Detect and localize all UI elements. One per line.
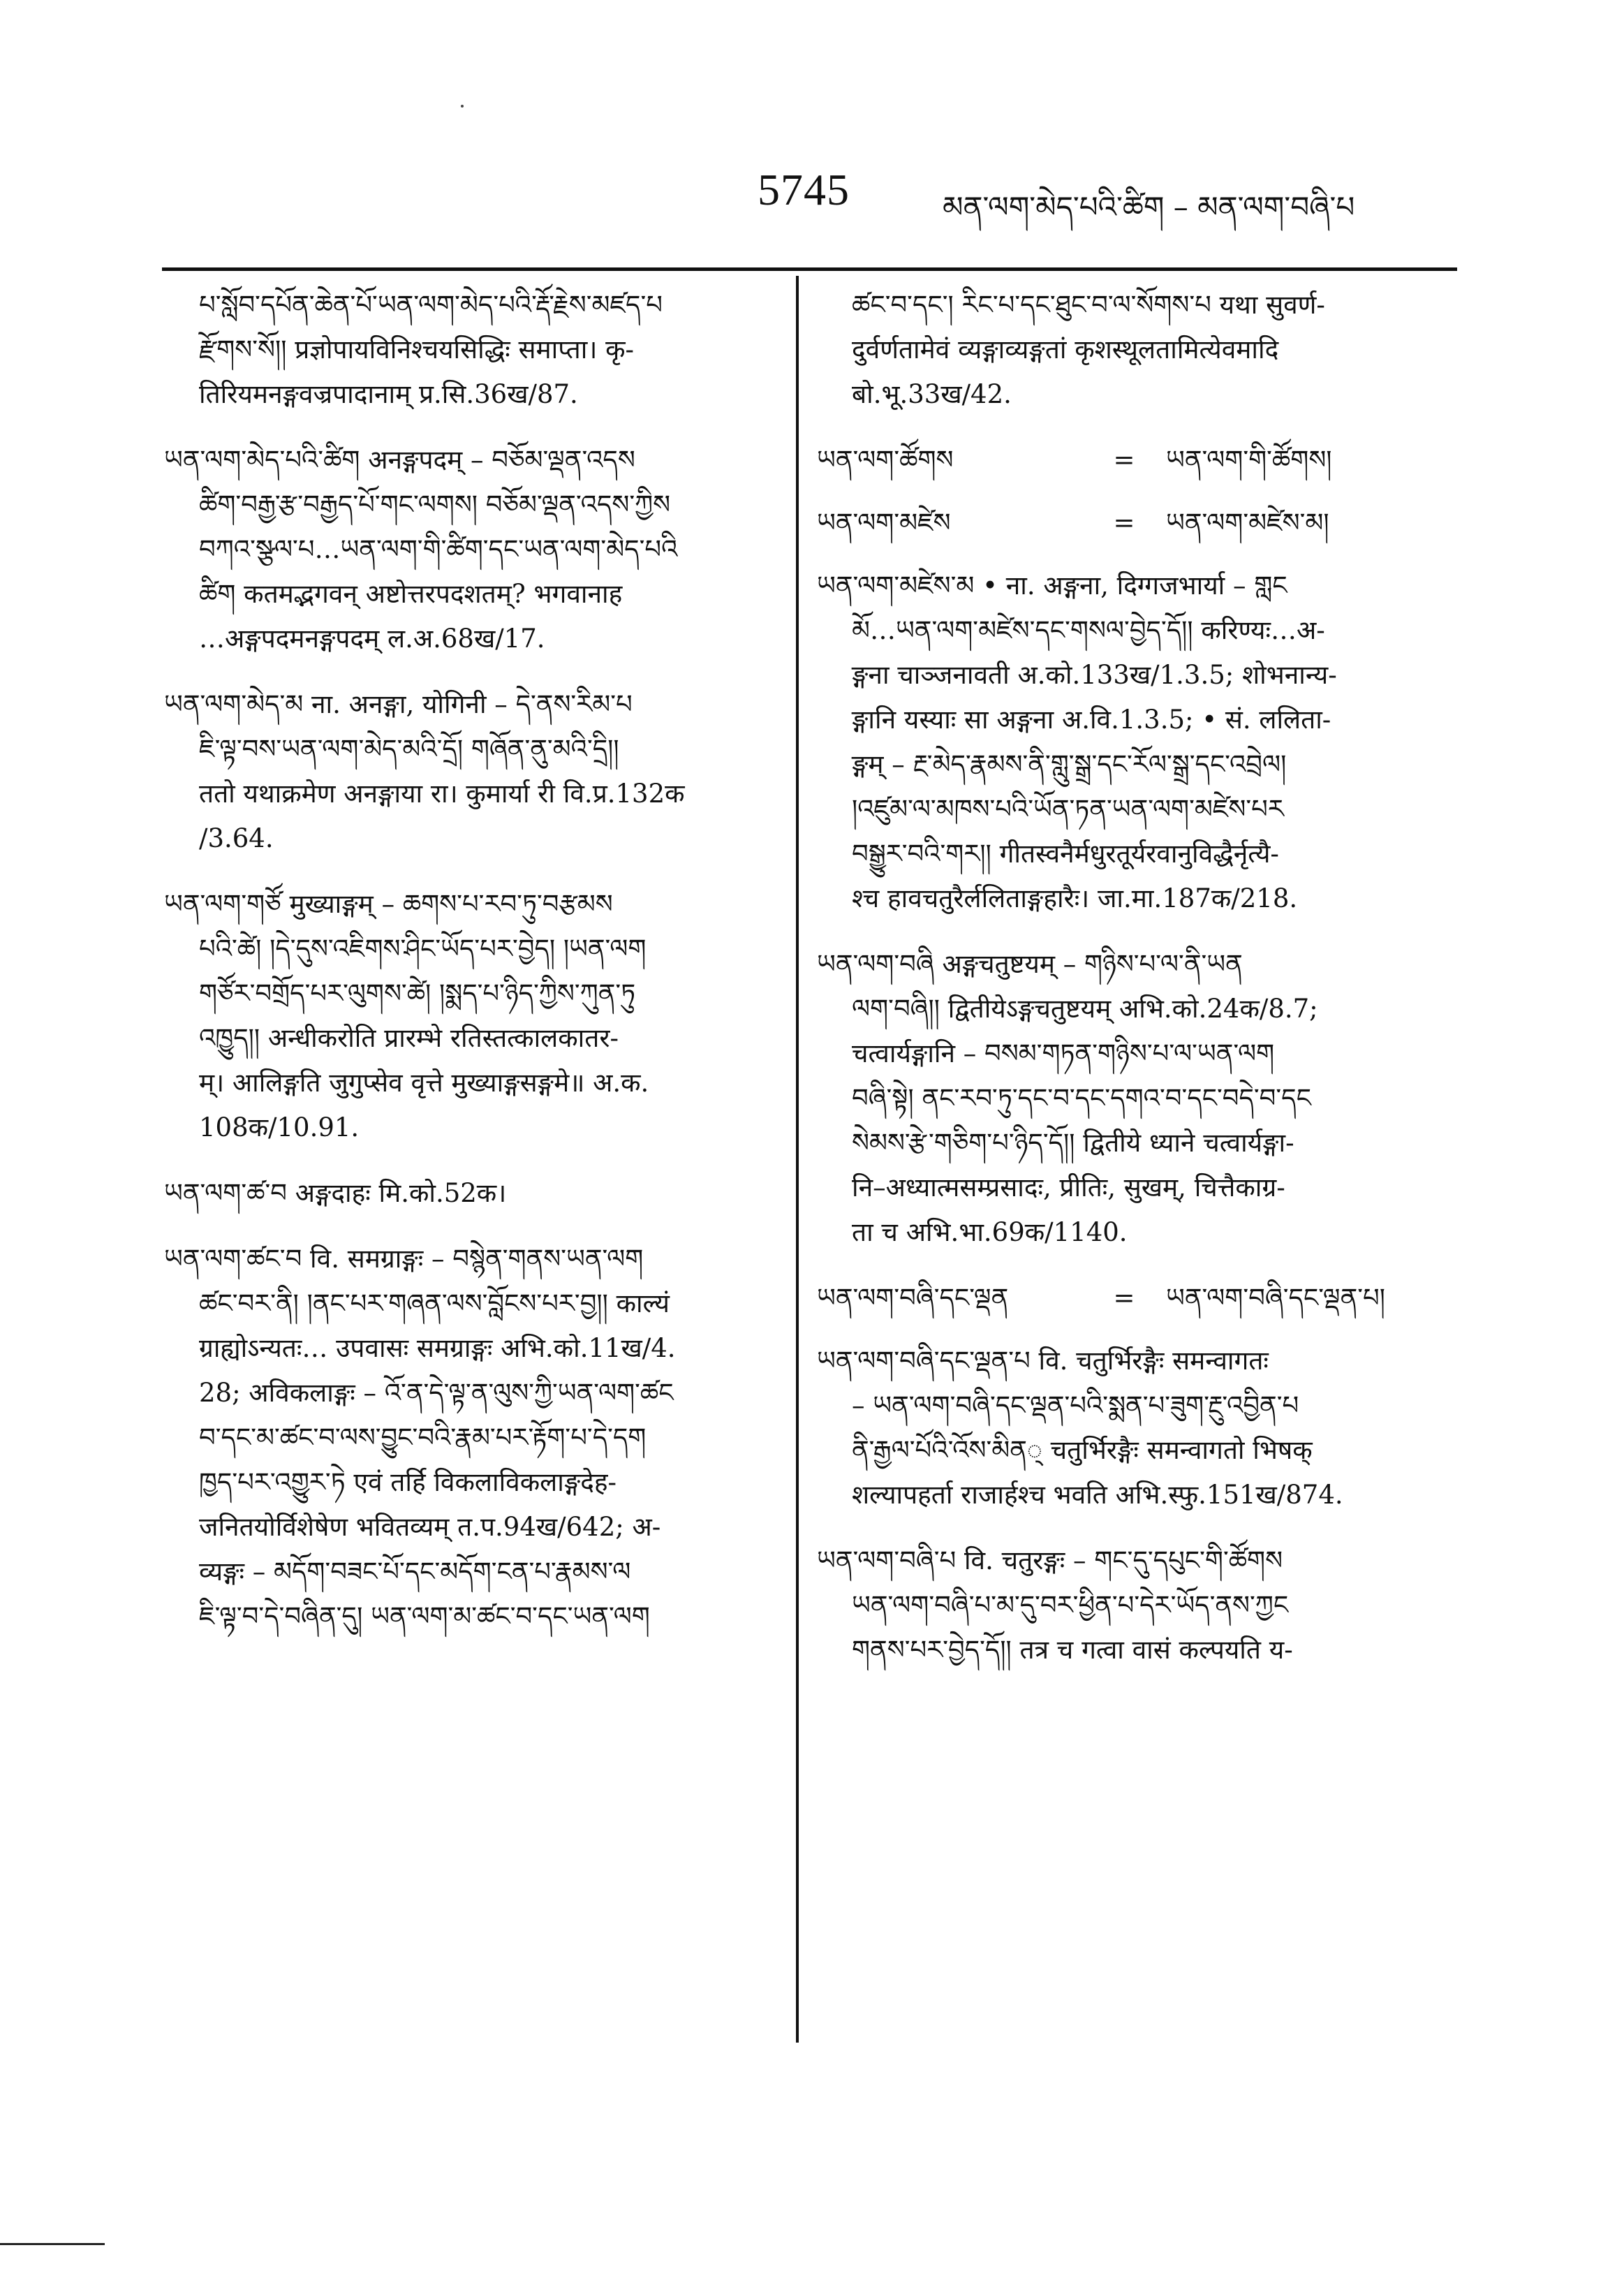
entry-line: ཡན་ལག་བཞི་པ་མ་དུ་བར་ཕྱིན་པ་དེར་ཡོད་ནས་ཀྱང <box>852 1590 1289 1620</box>
entry-line: སེམས་རྩེ་གཅིག་པ་ཉིད་དོ།། द्वितीये ध्याने चत्वार्यङ्गा- <box>852 1128 1294 1158</box>
equals-sign: = <box>1113 1283 1135 1313</box>
dictionary-entry <box>164 1171 761 1216</box>
right-column <box>817 283 1449 1693</box>
dictionary-entry <box>164 882 761 1150</box>
entry-line: ततो यथाक्रमेण अनङ्गाया रा। कुमार्या री वि.प्र.132क <box>199 779 685 809</box>
entry-line: जनितयोर्विशेषेण भवितव्यम् त.प.94ख/642; अ- <box>199 1512 661 1542</box>
page-number: 5745 <box>758 165 850 214</box>
entry-line: །འཛུམ་ལ་མཁས་པའི་ཡོན་ཏན་ཡན་ལག་མཛེས་པར <box>852 794 1284 824</box>
entry-line: རྫོགས་སོ།། प्रज्ञोपायविनिश्चयसिद्धिः समाप्ता। कृ- <box>199 334 635 365</box>
entry-line: ग्राह्योऽन्यतः… उपवासः समग्राङ्गः अभि.को.11ख/4. <box>199 1333 676 1363</box>
entry-line: बो.भू.33ख/42. <box>852 379 1012 409</box>
entry-headline: ཡན་ལག་ཚ་བ अङ्गदाहः मि.को.52क। <box>164 1178 507 1208</box>
entry-line: འཁྱུད།། अन्धीकरोति प्रारम्भे रतिस्तत्कालकातर- <box>199 1023 619 1053</box>
equivalence-row <box>817 438 1449 483</box>
entry-line: བསྒྱུར་བའི་གར།། गीतस्वनैर्मधुरतूर्यरवानुविद्धैर्नृत्यै- <box>852 839 1279 869</box>
entry-line: म्। आलिङ्गति जुगुप्सेव वृत्ते मुख्याङ्गसङ्गमे॥ अ.क. <box>199 1068 649 1098</box>
entry-line: नि–अध्यात्मसम्प्रसादः, प्रीतिः, सुखम्, चित्तैकाग्र- <box>852 1172 1285 1203</box>
entry-line: दुर्वर्णतामेवं व्यङ्गाव्यङ्गतां कृशस्थूलतामित्येवमादि <box>852 334 1279 365</box>
entry-line: ता च अभि.भा.69क/1140. <box>852 1217 1128 1247</box>
entry-line: ङ्गम् – རྔ་མེད་རྣམས་ནི་གླུ་སྒྲ་དང་རོལ་སྒྲ་དང་འབྲེལ། <box>852 749 1287 779</box>
dictionary-entry <box>164 1237 761 1639</box>
entry-line: – ཡན་ལག་བཞི་དང་ལྡན་པའི་སྨན་པ་ཟུག་རྔུ་འབྱིན་པ <box>852 1390 1299 1420</box>
dictionary-entry <box>817 942 1449 1255</box>
equivalence-target: ཡན་ལག་གི་ཚོགས། <box>1166 445 1332 475</box>
entry-line: པའི་ཚེ། །དེ་དུས་འཇིགས་ཤིང་ཡོད་པར་བྱེད། །ཡན་ལག <box>199 934 647 964</box>
dictionary-entry <box>817 1538 1449 1672</box>
entry-headline: ཡན་ལག་བཞི अङ्गचतुष्टयम् – གཉིས་པ་ལ་ནི་ཡན <box>817 949 1243 979</box>
entry-line: ङ्गना चाञ्जनावती अ.को.133ख/1.3.5; शोभनान्य- <box>852 660 1337 690</box>
entry-line: བཞི་སྟེ། ནང་རབ་ཏུ་དང་བ་དང་དགའ་བ་དང་བདེ་བ་དང <box>852 1083 1311 1113</box>
entry-headline: ཡན་ལག་མེད་མ ना. अनङ्गा, योगिनी – དེ་ནས་རིམ་པ <box>164 689 633 719</box>
entry-line: 108क/10.91. <box>199 1112 360 1142</box>
page-header <box>0 164 1624 241</box>
entry-headline: ཡན་ལག་བཞི་དང་ལྡན་པ वि. चतुर्भिरङ्गैः समन्वागतः <box>817 1346 1269 1376</box>
entry-line: ཚང་བར་ནི། །ནང་པར་གཞན་ལས་བློངས་པར་བྱ།། काल्यं <box>199 1288 670 1318</box>
entry-headline: ཡན་ལག་མཛེས་མ • ना. अङ्गना, दिग्गजभार्या – གླང <box>817 571 1287 601</box>
entry-line: ཚང་བ་དང་། རིང་པ་དང་ཐུང་བ་ལ་སོགས་པ यथा सुवर्ण- <box>852 290 1325 320</box>
entry-line: /3.64. <box>199 823 274 853</box>
entry-line: ཚིག कतमद्भगवन् अष्टोत्तरपदशतम्? भगवानाह <box>199 579 623 609</box>
entry-line: ལག་བཞི།། द्वितीयेऽङ्गचतुष्टयम् अभि.को.24क/8.7; <box>852 994 1318 1024</box>
entry-headline: ཡན་ལག་བཞི་པ वि. चतुरङ्गः – གང་དུ་དཔུང་གི་ཚོགས <box>817 1545 1283 1575</box>
entry-line: …अङ्गपदमनङ्गपदम् ल.अ.68ख/17. <box>199 624 545 654</box>
equals-sign: = <box>1113 445 1135 475</box>
entry-line: 28; अविकलाङ्गः – འོ་ན་དེ་ལྟ་ན་ལུས་ཀྱི་ཡན་ལག་ཚང <box>199 1378 674 1408</box>
scan-speck <box>461 105 464 108</box>
dictionary-entry <box>817 564 1449 921</box>
equivalence-headword: ཡན་ལག་བཞི་དང་ལྡན <box>817 1283 1009 1313</box>
equivalence-row <box>817 501 1449 545</box>
entry-line: चत्वार्यङ्गानि – བསམ་གཏན་གཉིས་པ་ལ་ཡན་ལག <box>852 1038 1275 1068</box>
entry-line: ङ्गानि यस्याः सा अङ्गना अ.वि.1.3.5; • सं. ललिता- <box>852 705 1331 735</box>
right-entries <box>817 564 1449 1255</box>
equivalence-headword: ཡན་ལག་མཛེས <box>817 508 951 538</box>
equals-sign: = <box>1113 508 1135 538</box>
entry-line: གཙོར་བགྲོད་པར་ལུགས་ཚེ། །སྨད་པ་ཉིད་ཀྱིས་ཀུན་ཏུ <box>199 978 636 1008</box>
entry-headline: ཡན་ལག་མེད་པའི་ཚིག अनङ्गपदम् – བཅོམ་ལྡན་འདས <box>164 445 635 475</box>
right-entries-continued <box>817 1339 1449 1672</box>
running-head: མན་ལག་མེད་པའི་ཚིག – མན་ལག་བཞི་པ <box>943 190 1355 224</box>
entry-line: तिरियमनङ्गवज्रपादानाम् प्र.सि.36ख/87. <box>199 379 578 409</box>
left-column <box>164 283 761 1660</box>
entry-line: श्च हावचतुरैर्ललिताङ्गहारैः। जा.मा.187क/218. <box>852 883 1298 913</box>
equivalence-target: ཡན་ལག་བཞི་དང་ལྡན་པ། <box>1166 1283 1385 1313</box>
entry-line: བ་དང་མ་ཚང་བ་ལས་བྱུང་བའི་རྣམ་པར་རྟོག་པ་དེ་དག <box>199 1422 647 1453</box>
dictionary-entry <box>817 1339 1449 1517</box>
entry-headline: ཡན་ལག་ཚང་བ वि. समग्राङ्गः – བསྙེན་གནས་ཡན་ལག <box>164 1244 644 1274</box>
entry-line: व्यङ्गः – མདོག་བཟང་པོ་དང་མདོག་ངན་པ་རྣམས་ལ <box>199 1557 631 1587</box>
header-rule <box>162 267 1457 271</box>
dictionary-entry <box>164 682 761 861</box>
equivalence-target: ཡན་ལག་མཛེས་མ། <box>1166 508 1329 538</box>
entry-headline: ཡན་ལག་གཙོ मुख्याङ्गम् – ཆགས་པ་རབ་ཏུ་བརྩམས <box>164 889 613 919</box>
scan-edge-mark <box>0 2243 105 2245</box>
entry-line: བཀའ་སྩལ་པ…ཡན་ལག་གི་ཚིག་དང་ཡན་ལག་མེད་པའི <box>199 534 678 564</box>
entry-line: ཇི་ལྟ་བས་ཡན་ལག་མེད་མའི་དྲོ། གཞོན་ནུ་མའི་དྲི།། <box>199 734 619 764</box>
entry-line: གནས་པར་བྱེད་དོ།། तत्र च गत्वा वासं कल्पयति य- <box>852 1635 1293 1665</box>
entry-line: མོ…ཡན་ལག་མཛེས་དང་གསལ་བྱེད་དོ།། करिण्यः…अ- <box>852 615 1325 645</box>
entry-line: ཇི་ལྟ་བ་དེ་བཞིན་དུ། ཡན་ལག་མ་ཚང་བ་དང་ཡན་ལག <box>199 1601 650 1631</box>
equivalence-row <box>817 1276 1449 1321</box>
entry-line: ཚིག་བརྒྱ་རྩ་བརྒྱད་པོ་གང་ལགས། བཅོམ་ལྡན་འདས་ཀྱིས <box>199 490 671 520</box>
column-divider <box>796 276 799 2043</box>
equivalence-headword: ཡན་ལག་ཚོགས <box>817 445 954 475</box>
continuation-entry <box>817 283 1449 417</box>
dictionary-entry <box>164 283 761 417</box>
entry-line: शल्यापहर्ता राजार्हश्च भवति अभि.स्फु.151ख/874. <box>852 1480 1343 1510</box>
entry-line: ནི་རྒྱལ་པོའི་འོས་མིན् चतुर्भिरङ्गैः समन्वागतो भिषक् <box>852 1435 1313 1465</box>
dictionary-entry <box>164 438 761 661</box>
entry-headline: པ་སློབ་དཔོན་ཆེན་པོ་ཡན་ལག་མེད་པའི་རྡོ་རྗེས་མཛད་པ <box>199 290 663 320</box>
entry-line: ཁྱད་པར་འགྱུར་ཏེ एवं तर्हि विकलाविकलाङ्गदेह- <box>199 1467 617 1497</box>
